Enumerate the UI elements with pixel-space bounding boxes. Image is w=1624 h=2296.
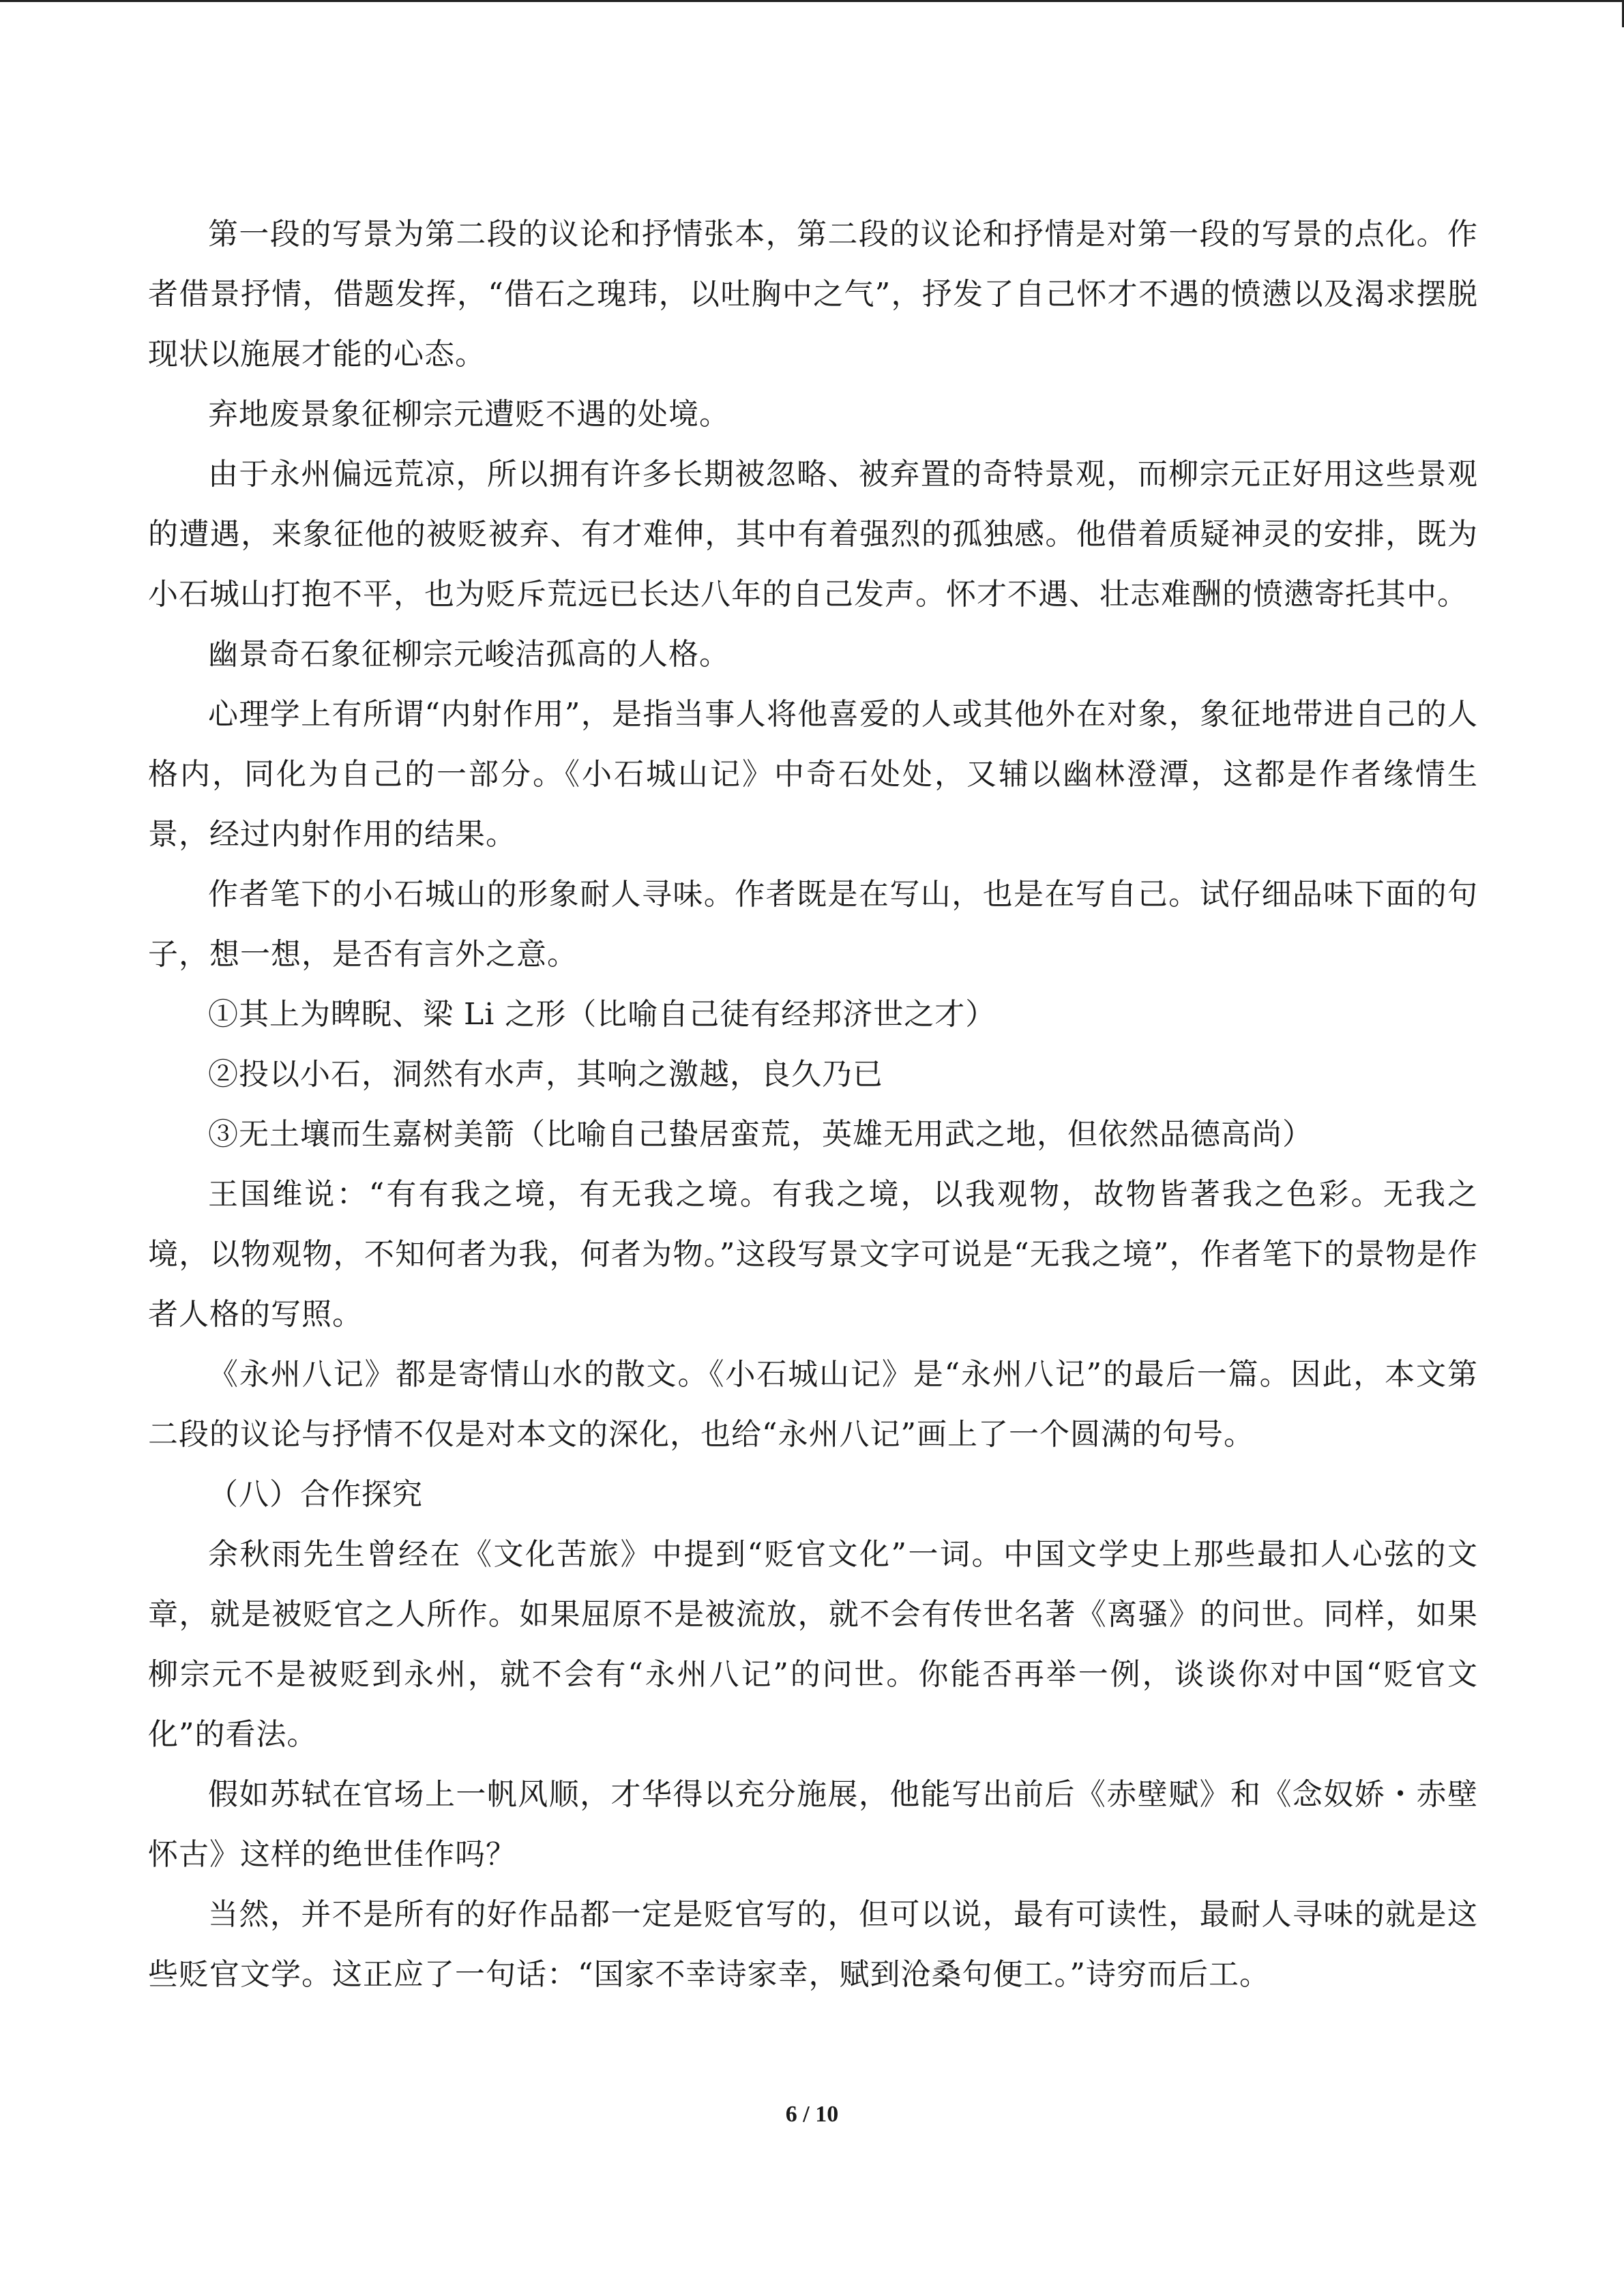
list-item: ①其上为睥睨、梁 Li 之形（比喻自己徒有经邦济世之才）: [208, 997, 996, 1032]
paragraph: 心理学上有所谓“内射作用”，是指当事人将他喜爱的人或其他外在对象，象征地带进自己的人格内，同化为自己的一部分。《小石城山记》中奇石处处，又辅以幽林澄潭，这都是作者缘情生景，经过内射作用的结果。: [148, 697, 1478, 852]
paragraph: 《永州八记》都是寄情山水的散文。《小石城山记》是“永州八记”的最后一篇。因此，本文第二段的议论与抒情不仅是对本文的深化，也给“永州八记”画上了一个圆满的句号。: [148, 1357, 1478, 1452]
paragraph: 第一段的写景为第二段的议论和抒情张本，第二段的议论和抒情是对第一段的写景的点化。作者借景抒情，借题发挥，“借石之瑰玮，以吐胸中之气”，抒发了自己怀才不遇的愤懑以及渴求摆脱现状以施展才能的心态。: [148, 217, 1478, 372]
top-border-line: [0, 0, 1624, 2]
section-heading: （八）合作探究: [208, 1477, 423, 1512]
page-number: 6 / 10: [785, 2102, 839, 2127]
list-item: ②投以小石，洞然有水声，其响之激越，良久乃已: [208, 1057, 883, 1092]
paragraph: 当然，并不是所有的好作品都一定是贬官写的，但可以说，最有可读性，最耐人寻味的就是这些贬官文学。这正应了一句话：“国家不幸诗家幸，赋到沧桑句便工。”诗穷而后工。: [148, 1897, 1478, 1992]
paragraph: 王国维说：“有有我之境，有无我之境。有我之境，以我观物，故物皆著我之色彩。无我之境，以物观物，不知何者为我，何者为物。”这段写景文字可说是“无我之境”，作者笔下的景物是作者人格的写照。: [148, 1177, 1478, 1332]
paragraph: 弃地废景象征柳宗元遭贬不遇的处境。: [208, 397, 730, 432]
paragraph: 余秋雨先生曾经在《文化苦旅》中提到“贬官文化”一词。中国文学史上那些最扣人心弦的文章，就是被贬官之人所作。如果屈原不是被流放，就不会有传世名著《离骚》的问世。同样，如果柳宗元不是被贬到永州，就不会有“永州八记”的问世。你能否再举一例，谈谈你对中国“贬官文化”的看法。: [148, 1537, 1478, 1752]
paragraph: 由于永州偏远荒凉，所以拥有许多长期被忽略、被弃置的奇特景观，而柳宗元正好用这些景观的遭遇，来象征他的被贬被弃、有才难伸，其中有着强烈的孤独感。他借着质疑神灵的安排，既为小石城山打抱不平，也为贬斥荒远已长达八年的自己发声。怀才不遇、壮志难酬的愤懑寄托其中。: [148, 457, 1478, 612]
document-body: [148, 205, 1478, 2005]
paragraph: 假如苏轼在官场上一帆风顺，才华得以充分施展，他能写出前后《赤壁赋》和《念奴娇・赤壁怀古》这样的绝世佳作吗？: [148, 1777, 1478, 1872]
list-item: ③无土壤而生嘉树美箭（比喻自己蛰居蛮荒，英雄无用武之地，但依然品德高尚）: [208, 1117, 1313, 1152]
paragraph: 幽景奇石象征柳宗元峻洁孤高的人格。: [208, 637, 730, 672]
paragraph: 作者笔下的小石城山的形象耐人寻味。作者既是在写山，也是在写自己。试仔细品味下面的句子，想一想，是否有言外之意。: [148, 877, 1478, 972]
